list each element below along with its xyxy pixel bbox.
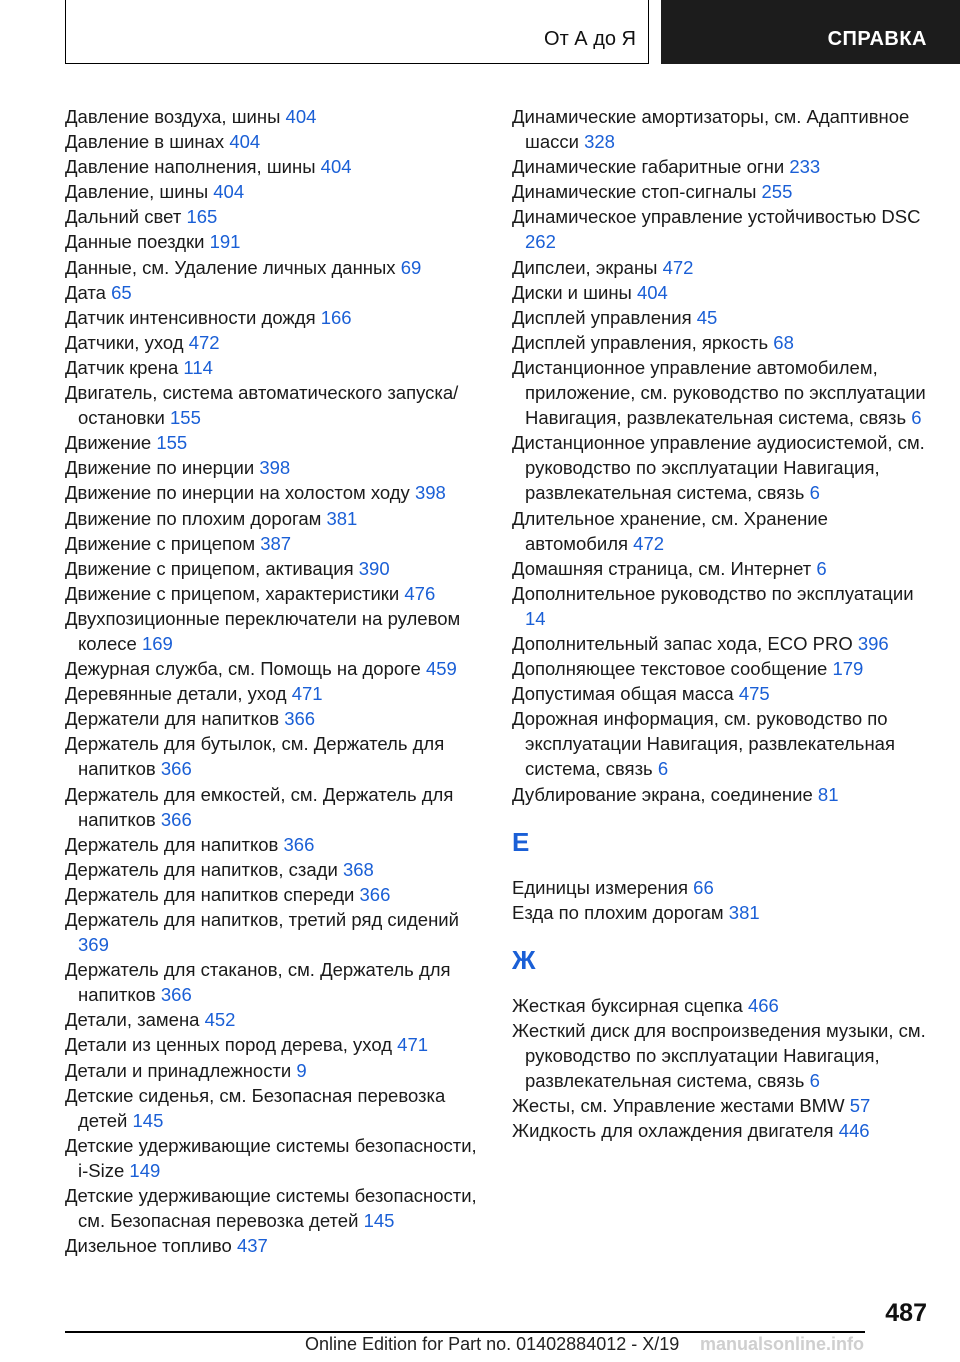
index-entry — [512, 506, 932, 556]
index-entry-page-link[interactable]: 404 — [285, 106, 317, 127]
index-entry — [512, 1093, 932, 1118]
index-entry — [65, 204, 485, 229]
index-entry-page-link[interactable]: 6 — [657, 758, 669, 780]
index-entry-page-link[interactable]: 169 — [141, 632, 173, 654]
index-entry-text: Дистанционное управление аудиосистемой, см. руководство по эксплуатации Навигация, развлекательная система, связь — [512, 432, 925, 504]
index-entry-page-link[interactable]: 396 — [857, 632, 889, 654]
index-entry-page-link[interactable]: 114 — [183, 356, 213, 378]
index-group-d-continued — [512, 104, 932, 807]
index-entry-page-link[interactable]: 68 — [773, 331, 794, 353]
index-entry-page-link[interactable]: 165 — [186, 206, 218, 228]
index-entry — [65, 606, 485, 656]
index-entry-text: Давление наполнения, шины — [65, 156, 316, 178]
index-entry — [512, 154, 932, 179]
index-entry — [65, 957, 485, 1007]
index-entry-text: Движение с прицепом — [65, 532, 256, 554]
index-entry-page-link[interactable]: 404 — [213, 181, 245, 203]
index-entry-page-link[interactable]: 472 — [633, 532, 665, 554]
index-entry-text: Движение по инерции на холостом ходу — [65, 482, 410, 504]
index-entry — [512, 782, 932, 807]
index-entry-text: Динамические стоп-сигналы — [512, 181, 757, 203]
index-entry — [65, 907, 485, 957]
index-entry — [512, 430, 932, 505]
index-entry — [512, 556, 932, 581]
index-entry-text: Детские удерживающие системы безопасности, i-Size — [65, 1134, 477, 1181]
index-column-left — [65, 104, 485, 1258]
index-entry-text: Дизельное топливо — [65, 1235, 232, 1257]
index-entry-text: Дополнительное руководство по эксплуатации — [512, 582, 914, 604]
index-entry-text: Двигатель, система автоматического запуска/остановки — [65, 382, 459, 429]
index-entry-page-link[interactable]: 166 — [320, 306, 352, 328]
index-entry-text: Детали из ценных пород дерева, уход — [65, 1034, 393, 1056]
index-entry-page-link[interactable]: 155 — [170, 407, 201, 429]
section-letter-e: Е — [512, 826, 530, 857]
index-entry — [65, 782, 485, 832]
index-entry-page-link[interactable]: 381 — [326, 507, 358, 529]
index-entry — [512, 280, 932, 305]
index-entry-text: Жидкость для охлаждения двигателя — [512, 1120, 834, 1142]
index-entry-text: Давление в шинах — [65, 131, 225, 153]
index-entry-text: Длительное хранение, см. Хранение автомобиля — [512, 507, 828, 554]
index-entry — [512, 104, 932, 154]
index-entry-page-link[interactable]: 398 — [414, 482, 446, 504]
index-entry-text: Домашняя страница, см. Интернет — [512, 557, 812, 579]
index-entry-page-link[interactable]: 366 — [284, 708, 316, 730]
index-entry-page-link[interactable]: 45 — [696, 306, 718, 328]
index-entry-text: Дежурная служба, см. Помощь на дороге — [65, 658, 421, 680]
index-entry — [512, 355, 932, 430]
index-entry — [65, 1058, 485, 1083]
index-entry-page-link[interactable]: 262 — [525, 231, 556, 253]
index-entry-text: Данные, см. Удаление личных данных — [65, 256, 396, 278]
index-entry — [65, 656, 485, 681]
index-entry — [65, 832, 485, 857]
index-entry — [65, 430, 485, 455]
index-entry-text: Деревянные детали, уход — [65, 683, 287, 705]
index-entry — [512, 1018, 932, 1093]
index-entry-page-link[interactable]: 366 — [160, 758, 192, 780]
index-entry-text: Держатель для напитков — [65, 833, 279, 855]
index-group-e — [512, 875, 932, 925]
index-entry-page-link[interactable]: 57 — [849, 1095, 871, 1117]
index-entry — [512, 330, 932, 355]
index-entry — [512, 255, 932, 280]
index-entry-text: Датчик крена — [65, 356, 179, 378]
index-entry-page-link[interactable]: 404 — [320, 156, 352, 178]
index-entry — [512, 900, 932, 925]
index-entry — [65, 280, 485, 305]
index-entry — [512, 993, 932, 1018]
index-entry-page-link[interactable]: 179 — [832, 658, 864, 680]
index-entry-page-link[interactable]: 6 — [911, 407, 922, 429]
index-entry-text: Держатель для стаканов, см. Держатель для напитков — [65, 959, 451, 1006]
index-entry-text: Дипслеи, экраны — [512, 256, 658, 278]
index-entry-page-link[interactable]: 404 — [229, 131, 261, 153]
index-entry-page-link[interactable]: 66 — [693, 876, 714, 898]
index-entry — [65, 581, 485, 606]
index-entry — [65, 455, 485, 480]
index-entry-text: Данные поездки — [65, 231, 205, 253]
index-entry-page-link[interactable]: 387 — [260, 532, 292, 554]
index-entry-page-link[interactable]: 366 — [160, 984, 192, 1006]
index-entry-page-link[interactable]: 466 — [747, 994, 779, 1016]
index-entry-page-link[interactable]: 65 — [111, 281, 132, 303]
index-entry — [65, 179, 485, 204]
index-entry — [65, 556, 485, 581]
index-entry-page-link[interactable]: 368 — [342, 858, 374, 880]
index-entry-text: Детали и принадлежности — [65, 1059, 292, 1081]
index-entry-text: Держатель для емкостей, см. Держатель для напитков — [65, 783, 454, 830]
index-entry-text: Жесты, см. Управление жестами BMW — [512, 1095, 845, 1117]
index-entry-page-link[interactable]: 155 — [156, 432, 188, 454]
index-entry — [512, 875, 932, 900]
index-entry-page-link[interactable]: 446 — [838, 1120, 870, 1142]
index-entry-text: Давление, шины — [65, 181, 209, 203]
index-entry — [512, 706, 932, 781]
index-entry-text: Движение — [65, 432, 152, 454]
index-entry-page-link[interactable]: 6 — [809, 482, 820, 504]
index-entry-text: Дополняющее текстовое сообщение — [512, 658, 828, 680]
index-entry-page-link[interactable]: 475 — [738, 683, 770, 705]
index-entry-text: Держатель для напитков, сзади — [65, 858, 338, 880]
footer-divider — [65, 1331, 865, 1333]
index-entry-text: Динамические габаритные огни — [512, 156, 785, 178]
index-entry-text: Дополнительный запас хода, ECO PRO — [512, 632, 853, 654]
index-entry-page-link[interactable]: 81 — [817, 783, 839, 805]
index-entry-page-link[interactable]: 366 — [283, 833, 315, 855]
index-entry-text: Единицы измерения — [512, 876, 689, 898]
header-chapter-tab — [661, 0, 960, 64]
index-entry — [65, 104, 485, 129]
index-entry — [65, 129, 485, 154]
index-entry-text: Движение с прицепом, активация — [65, 557, 354, 579]
index-entry-page-link[interactable]: 328 — [584, 131, 615, 153]
index-entry-page-link[interactable]: 14 — [525, 607, 546, 629]
index-entry — [65, 255, 485, 280]
index-entry — [65, 706, 485, 731]
index-entry-text: Держатель для напитков, третий ряд сидений — [65, 909, 459, 930]
index-entry-page-link[interactable]: 404 — [636, 281, 668, 303]
index-entry — [65, 1032, 485, 1057]
index-entry — [65, 355, 485, 380]
section-letter-zh: Ж — [512, 944, 536, 975]
index-entry — [65, 882, 485, 907]
index-entry — [512, 581, 932, 631]
index-entry-page-link[interactable]: 471 — [397, 1034, 429, 1056]
index-entry-text: Детали, замена — [65, 1009, 200, 1031]
index-entry — [65, 1233, 485, 1258]
index-entry — [512, 179, 932, 204]
index-entry-text: Динамические амортизаторы, см. Адаптивное шасси — [512, 106, 910, 153]
index-entry — [65, 480, 485, 505]
index-entry-page-link[interactable]: 472 — [188, 331, 220, 353]
index-entry-text: Давление воздуха, шины — [65, 106, 281, 127]
index-entry — [65, 857, 485, 882]
index-entry-text: Движение по инерции — [65, 457, 255, 479]
index-entry-text: Жесткий диск для воспроизведения музыки, см. руководство по эксплуатации Навигация, развлекательная система, связь — [512, 1019, 926, 1092]
index-entry-page-link[interactable]: 145 — [132, 1109, 164, 1131]
index-entry-page-link[interactable]: 6 — [809, 1070, 820, 1092]
index-entry — [512, 631, 932, 656]
index-entry-page-link[interactable]: 437 — [236, 1235, 268, 1257]
index-entry-text: Дисплей управления, яркость — [512, 331, 769, 353]
index-entry — [65, 681, 485, 706]
index-entry-text: Движение по плохим дорогам — [65, 507, 322, 529]
index-entry — [512, 681, 932, 706]
index-entry — [65, 229, 485, 254]
header-chapter-label: СПРАВКА — [827, 28, 927, 50]
index-entry-page-link[interactable]: 381 — [728, 901, 760, 923]
watermark: manualsonline.info — [696, 1334, 864, 1355]
index-entry-page-link[interactable]: 459 — [425, 658, 457, 680]
index-entry — [65, 731, 485, 781]
index-entry-page-link[interactable]: 9 — [296, 1059, 307, 1081]
index-entry-page-link[interactable]: 69 — [400, 256, 422, 278]
index-entry — [65, 154, 485, 179]
index-column-right — [512, 104, 932, 1143]
index-entry — [512, 656, 932, 681]
index-entry-text: Дублирование экрана, соединение — [512, 783, 813, 805]
index-entry — [65, 1183, 485, 1233]
index-entry-text: Детские удерживающие системы безопасности, см. Безопасная перевозка детей — [65, 1185, 477, 1232]
index-entry-page-link[interactable]: 398 — [259, 457, 291, 479]
footer-edition: Online Edition for Part no. 01402884012 - X/19 — [305, 1334, 680, 1354]
page-number: 487 — [885, 1299, 927, 1327]
index-entry — [512, 1118, 932, 1143]
index-entry-page-link[interactable]: 366 — [160, 808, 192, 830]
index-entry-text: Датчик интенсивности дождя — [65, 306, 316, 328]
index-entry-page-link[interactable]: 149 — [129, 1159, 161, 1181]
index-entry-text: Дата — [65, 281, 106, 303]
index-entry-page-link[interactable]: 191 — [209, 231, 241, 253]
index-entry-text: Движение с прицепом, характеристики — [65, 582, 400, 604]
index-entry-page-link[interactable]: 369 — [78, 934, 109, 956]
index-entry-page-link[interactable]: 255 — [761, 181, 793, 203]
index-entry-text: Дальний свет — [65, 206, 182, 228]
index-entry-text: Диски и шины — [512, 281, 632, 303]
index-entry — [65, 380, 485, 430]
index-entry-text: Двухпозиционные переключатели на рулевом колесе — [65, 607, 461, 654]
header-section-tab — [65, 0, 649, 64]
index-entry-text: Датчики, уход — [65, 331, 184, 353]
index-entry-page-link[interactable]: 452 — [204, 1009, 236, 1031]
index-entry — [65, 1083, 485, 1133]
index-entry-page-link[interactable]: 471 — [291, 683, 323, 705]
index-entry-text: Детские сиденья, см. Безопасная перевозка детей — [65, 1084, 446, 1131]
index-entry — [65, 531, 485, 556]
index-entry-text: Дисплей управления — [512, 306, 692, 328]
index-entry-text: Держатель для бутылок, см. Держатель для напитков — [65, 733, 445, 780]
index-entry — [65, 305, 485, 330]
index-entry-page-link[interactable]: 366 — [359, 883, 391, 905]
header-section-label: От А до Я — [544, 28, 636, 50]
index-entry-text: Динамическое управление устойчивостью DSC — [512, 206, 921, 228]
index-entry-page-link[interactable]: 145 — [363, 1210, 395, 1232]
index-entry-text: Дистанционное управление автомобилем, приложение, см. руководство по эксплуатации Навигация, развлекательная система, связь — [512, 356, 926, 429]
index-entry — [65, 506, 485, 531]
index-entry-text: Езда по плохим дорогам — [512, 901, 724, 923]
index-entry-text: Допустимая общая масса — [512, 683, 734, 705]
index-entry — [512, 305, 932, 330]
index-entry — [65, 330, 485, 355]
index-entry-page-link[interactable]: 476 — [404, 582, 436, 604]
index-entry — [512, 204, 932, 254]
index-entry-text: Держатели для напитков — [65, 708, 280, 730]
index-entry-page-link[interactable]: 390 — [358, 557, 390, 579]
index-entry — [65, 1007, 485, 1032]
index-entry — [65, 1133, 485, 1183]
index-entry-text: Держатель для напитков спереди — [65, 883, 355, 905]
index-entry-text: Жесткая буксирная сцепка — [512, 994, 743, 1016]
index-entry-text: Дорожная информация, см. руководство по эксплуатации Навигация, развлекательная система, связь — [512, 708, 895, 780]
index-group-zh — [512, 993, 932, 1144]
index-entry-page-link[interactable]: 6 — [816, 557, 827, 579]
index-entry-page-link[interactable]: 233 — [789, 156, 821, 178]
index-entry-page-link[interactable]: 472 — [662, 256, 694, 278]
